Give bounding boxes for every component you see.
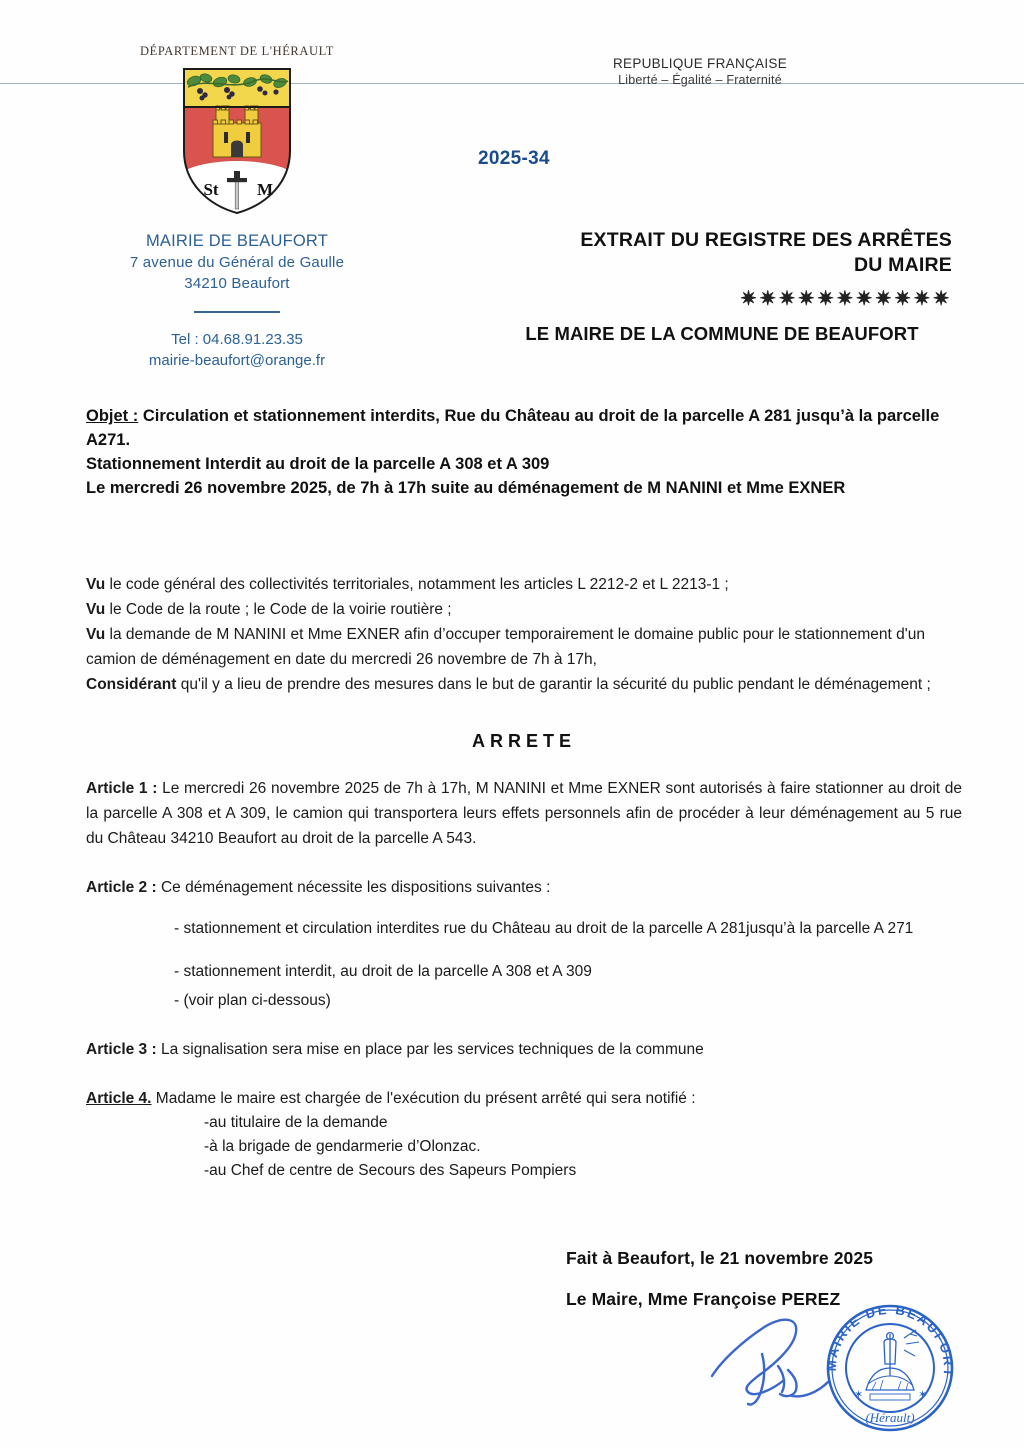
svg-text:St: St [203, 180, 219, 199]
article-4-item-1: -au titulaire de la demande [204, 1114, 388, 1131]
signature-place-date: Fait à Beaufort, le 21 novembre 2025 [566, 1248, 874, 1268]
objet-line1: Circulation et stationnement interdits, Rue du Château au droit de la parcelle A 281 jusqu’à la parcelle A271. [86, 407, 940, 449]
svg-text:✶: ✶ [918, 1389, 928, 1401]
mairie-address [72, 231, 402, 294]
svg-text:✶: ✶ [854, 1389, 864, 1401]
department-label: DÉPARTEMENT DE L'HÉRAULT [140, 44, 334, 58]
visas-block [86, 572, 962, 697]
svg-text:(Hérault): (Hérault) [865, 1410, 915, 1425]
visa-3-lead: Vu [86, 626, 106, 643]
objet-block [86, 404, 962, 500]
star-divider: ✷✷✷✷✷✷✷✷✷✷✷ [740, 288, 952, 310]
article-1 [86, 776, 962, 851]
article-3 [86, 1037, 962, 1062]
coat-of-arms-icon [180, 65, 294, 217]
article-2-text: Ce déménagement nécessite les dispositions suivantes : [156, 879, 551, 896]
article-1-number: Article 1 : [86, 780, 158, 797]
article-2-item-2: - stationnement interdit, au droit de la parcelle A 308 et A 309 [174, 963, 592, 980]
arrete-heading: ARRETE [471, 731, 576, 751]
article-4-item-3: -au Chef de centre de Secours des Sapeurs Pompiers [204, 1162, 577, 1179]
objet-label: Objet : [86, 407, 139, 425]
signature-signer: Le Maire, Mme Françoise PEREZ [566, 1289, 841, 1309]
page-title-line1: EXTRAIT DU REGISTRE DES ARRÊTES [580, 229, 952, 251]
article-3-number: Article 3 : [86, 1041, 157, 1058]
article-2 [86, 875, 962, 900]
mairie-header-block [72, 44, 402, 371]
mairie-street: 7 avenue du Général de Gaulle [129, 254, 345, 271]
address-separator-rule [194, 311, 280, 313]
republic-header [460, 56, 940, 87]
mairie-name: MAIRIE DE BEAUFORT [145, 232, 329, 250]
republic-title: REPUBLIQUE FRANÇAISE [612, 56, 788, 71]
article-1-text: Le mercredi 26 novembre 2025 de 7h à 17h, M NANINI et Mme EXNER sont autorisés à faire stationner au droit de la parcelle A 308 et A 309, le camion qui transportera leurs effets personnels afin de procéder à leur déménagement au 5 rue du Château 34210 Beaufort au droit de la parcelle A 543. [86, 780, 962, 847]
visa-1-text: le code général des collectivités territoriales, notamment les articles L 2212-2 et L 2213-1 ; [105, 576, 729, 593]
visa-item-3 [86, 622, 962, 672]
considerant-lead: Considérant [86, 676, 177, 693]
svg-text:MAIRIE DE BEAUFORT: MAIRIE DE BEAUFORT [823, 1301, 957, 1380]
svg-text:M: M [256, 180, 274, 199]
article-3-text: La signalisation sera mise en place par les services techniques de la commune [156, 1041, 704, 1058]
objet-line3: Le mercredi 26 novembre 2025, de 7h à 17h suite au déménagement de M NANINI et Mme EXNER [86, 479, 846, 497]
article-4-number: Article 4. [86, 1090, 152, 1107]
article-2-item-3: - (voir plan ci-dessous) [174, 992, 331, 1009]
mayor-heading: LE MAIRE DE LA COMMUNE DE BEAUFORT [525, 323, 919, 344]
mairie-email: mairie-beaufort@orange.fr [148, 352, 326, 369]
article-4-text: Madame le maire est chargée de l'exécution du présent arrêté qui sera notifié : [151, 1090, 696, 1107]
article-4-notify-list [86, 1111, 962, 1183]
reference-number: 2025-34 [478, 148, 550, 169]
article-2-number: Article 2 : [86, 879, 157, 896]
republic-motto: Liberté – Égalité – Fraternité [618, 73, 782, 87]
considerant-item [86, 672, 962, 697]
visa-2-lead: Vu [86, 601, 106, 618]
mairie-contact [72, 329, 402, 371]
document-title-block [470, 228, 952, 345]
visa-item-1 [86, 572, 962, 597]
visa-item-2 [86, 597, 962, 622]
visa-1-lead: Vu [86, 576, 106, 593]
considerant-text: qu'il y a lieu de prendre des mesures dans le but de garantir la sécurité du public pendant le déménagement ; [176, 676, 931, 693]
mairie-phone: Tel : 04.68.91.23.35 [171, 331, 303, 348]
official-stamp-icon [820, 1298, 960, 1438]
visa-2-text: le Code de la route ; le Code de la voirie routière ; [105, 601, 452, 618]
objet-line2: Stationnement Interdit au droit de la parcelle A 308 et A 309 [86, 455, 550, 473]
article-2-item-1: - stationnement et circulation interdites rue du Château au droit de la parcelle A 281jusqu’à la parcelle A 271 [174, 920, 914, 937]
page-title-line2: DU MAIRE [853, 254, 952, 276]
document-body [86, 404, 962, 1183]
visa-3-text: la demande de M NANINI et Mme EXNER afin d’occuper temporairement le domaine public pour le stationnement d'un camion de déménagement en date du mercredi 26 novembre de 7h à 17h, [86, 626, 925, 668]
article-4 [86, 1086, 962, 1111]
article-4-item-2: -à la brigade de gendarmerie d’Olonzac. [204, 1138, 481, 1155]
mairie-city: 34210 Beaufort [184, 275, 290, 292]
